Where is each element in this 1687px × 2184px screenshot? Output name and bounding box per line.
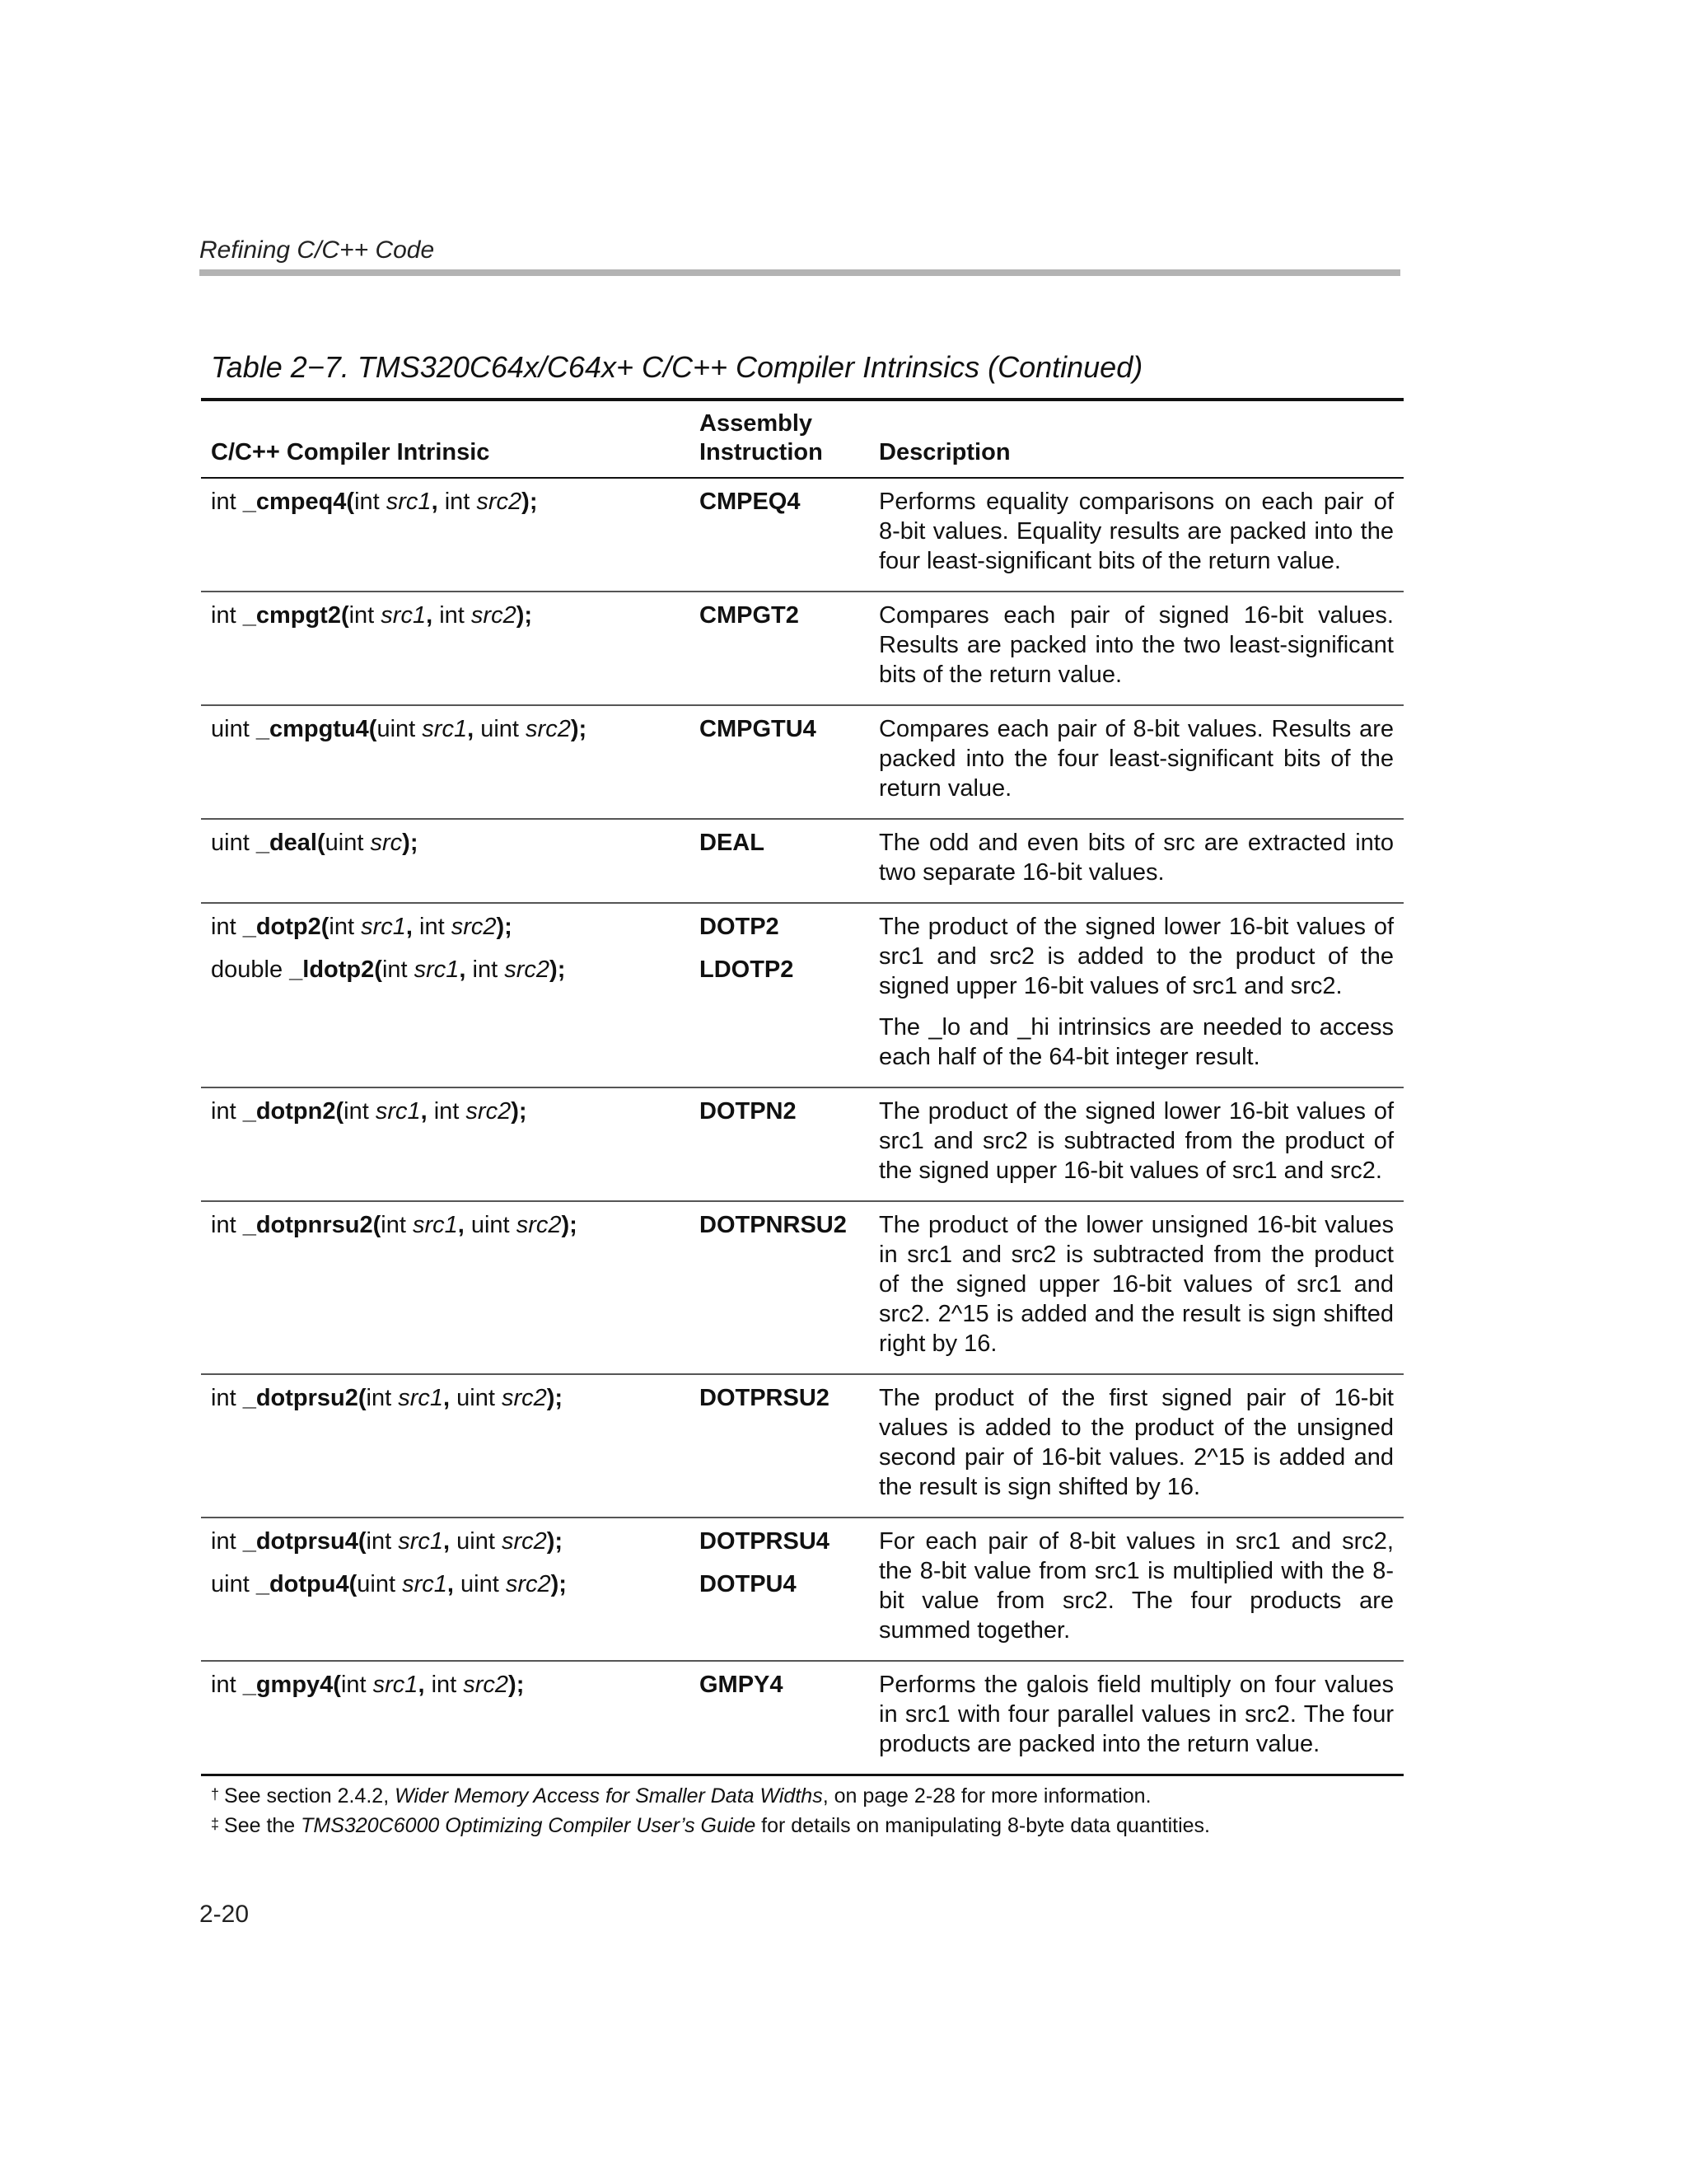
return-type: int: [211, 1385, 243, 1411]
return-type: double: [211, 956, 290, 983]
table-header-row: [201, 400, 1404, 478]
intrinsic-name: _dotprsu4(: [242, 1528, 367, 1555]
param-type: int: [444, 489, 477, 515]
table-row: [201, 705, 1404, 819]
intrinsic-name: _cmpeq4(: [242, 489, 355, 515]
table-row: [201, 1374, 1404, 1518]
return-type: uint: [211, 1571, 256, 1597]
param-name: src2: [505, 1571, 551, 1597]
param-name: src1: [375, 1098, 421, 1125]
param-type: int: [329, 914, 362, 940]
table-body: [201, 478, 1404, 1775]
param-name: src2: [463, 1672, 509, 1698]
return-type: int: [211, 1212, 243, 1238]
intrinsic-signature: [211, 912, 680, 942]
intrinsic-signature: [211, 1670, 680, 1700]
return-type: int: [211, 489, 243, 515]
signature-end: );: [570, 716, 587, 742]
intrinsic-signature: [211, 487, 680, 517]
signature-end: );: [521, 489, 538, 515]
intrinsic-cell: [201, 478, 689, 592]
signature-end: );: [546, 1385, 563, 1411]
param-name: src: [370, 830, 403, 856]
param-type: int: [340, 1672, 373, 1698]
param-separator: ,: [431, 489, 445, 515]
signature-end: );: [561, 1212, 577, 1238]
intrinsic-signature: [211, 828, 680, 858]
param-separator: ,: [405, 914, 420, 940]
param-name: src1: [398, 1528, 444, 1555]
param-type: int: [431, 1672, 464, 1698]
footnote: [211, 1782, 1210, 1812]
assembly-cell: [689, 1201, 869, 1374]
intrinsic-signature: [211, 1527, 680, 1556]
table-row: [201, 592, 1404, 705]
signature-end: );: [508, 1672, 525, 1698]
description-cell: [869, 478, 1404, 592]
param-separator: ,: [420, 1098, 434, 1125]
signature-end: );: [516, 602, 533, 629]
param-name: src2: [470, 602, 516, 629]
assembly-cell: [689, 903, 869, 1087]
param-name: src1: [412, 1212, 458, 1238]
assembly-instruction: DOTPRSU4: [699, 1528, 829, 1555]
intrinsic-cell: [201, 819, 689, 903]
param-name: src2: [516, 1212, 562, 1238]
intrinsic-name: _cmpgtu4(: [255, 716, 377, 742]
table-row: [201, 1661, 1404, 1775]
intrinsic-cell: [201, 1087, 689, 1201]
description-text: Compares each pair of 8-bit values. Results are packed into the four least-significant bits of the return value.: [879, 716, 1394, 802]
table-row: [201, 1518, 1404, 1661]
param-type: uint: [480, 716, 526, 742]
description-text: The odd and even bits of src are extracted into two separate 16-bit values.: [879, 830, 1394, 886]
signature-end: );: [402, 830, 418, 856]
param-type: uint: [376, 716, 423, 742]
assembly-instruction: CMPGT2: [699, 602, 799, 629]
intrinsic-cell: [201, 705, 689, 819]
param-separator: ,: [426, 602, 440, 629]
intrinsic-signature: [211, 714, 680, 744]
param-name: src2: [504, 956, 550, 983]
footnote-emphasis: TMS320C6000 Optimizing Compiler User’s Guide: [301, 1814, 756, 1837]
footnote-mark: ‡: [211, 1816, 220, 1832]
return-type: int: [211, 1672, 243, 1698]
description-cell: [869, 1201, 1404, 1374]
intrinsics-table-container: [201, 398, 1404, 1776]
intrinsic-signature: [211, 1097, 680, 1126]
description-cell: [869, 903, 1404, 1087]
param-name: src1: [414, 956, 460, 983]
assembly-cell: [689, 1661, 869, 1775]
intrinsic-name: _dotprsu2(: [242, 1385, 367, 1411]
param-separator: ,: [459, 956, 473, 983]
return-type: int: [211, 914, 243, 940]
assembly-instruction: LDOTP2: [699, 956, 794, 983]
intrinsic-cell: [201, 1374, 689, 1518]
description-text: Compares each pair of signed 16-bit values. Results are packed into the two least-significant bits of the return value.: [879, 602, 1394, 688]
header-assembly: [689, 400, 869, 478]
intrinsic-cell: [201, 1518, 689, 1661]
param-type: int: [348, 602, 381, 629]
param-name: src2: [501, 1528, 547, 1555]
assembly-instruction: DOTPN2: [699, 1098, 797, 1125]
table-row: [201, 1087, 1404, 1201]
intrinsic-name: _dotpnrsu2(: [242, 1212, 381, 1238]
return-type: int: [211, 1098, 243, 1125]
param-type: int: [354, 489, 386, 515]
assembly-instruction: DOTPU4: [699, 1571, 797, 1597]
return-type: uint: [211, 716, 256, 742]
footnote-text: See section 2.4.2,: [224, 1784, 395, 1808]
param-type: int: [366, 1528, 399, 1555]
signature-end: );: [496, 914, 512, 940]
return-type: int: [211, 1528, 243, 1555]
intrinsic-name: _dotpu4(: [255, 1571, 357, 1597]
param-name: src1: [386, 489, 432, 515]
description-cell: [869, 1661, 1404, 1775]
return-type: int: [211, 602, 243, 629]
param-type: int: [343, 1098, 376, 1125]
assembly-instruction: DOTP2: [699, 914, 779, 940]
intrinsic-signature: [211, 955, 680, 984]
param-name: src2: [526, 716, 571, 742]
intrinsic-cell: [201, 1661, 689, 1775]
param-separator: ,: [418, 1672, 432, 1698]
param-name: src2: [465, 1098, 512, 1125]
description-cell: [869, 1374, 1404, 1518]
param-type: int: [381, 1212, 413, 1238]
intrinsic-name: _ldotp2(: [289, 956, 382, 983]
footnote-text: for details on manipulating 8-byte data quantities.: [755, 1814, 1210, 1837]
assembly-instruction: CMPEQ4: [699, 489, 801, 515]
intrinsic-signature: [211, 1210, 680, 1240]
intrinsic-signature: [211, 1569, 680, 1599]
param-name: src2: [476, 489, 522, 515]
footnote-emphasis: Wider Memory Access for Smaller Data Widths: [395, 1784, 823, 1808]
footnote: [211, 1812, 1210, 1841]
footnotes: [211, 1782, 1210, 1841]
assembly-cell: [689, 705, 869, 819]
intrinsic-name: _dotpn2(: [242, 1098, 344, 1125]
intrinsics-table: [201, 398, 1404, 1776]
description-text: The _lo and _hi intrinsics are needed to access each half of the 64-bit integer result.: [879, 1014, 1394, 1070]
description-cell: [869, 1087, 1404, 1201]
assembly-cell: [689, 1374, 869, 1518]
table-row: [201, 1201, 1404, 1374]
footnote-text: See the: [224, 1814, 301, 1837]
param-separator: ,: [467, 716, 481, 742]
assembly-instruction: DOTPNRSU2: [699, 1212, 847, 1238]
description-text: The product of the signed lower 16-bit values of src1 and src2 is added to the product of the signed upper 16-bit values of src1 and src2.: [879, 914, 1394, 999]
description-text: Performs the galois field multiply on four values in src1 with four parallel values in src2. The four products are packed into the return value.: [879, 1672, 1394, 1757]
intrinsic-signature: [211, 601, 680, 630]
assembly-cell: [689, 819, 869, 903]
param-type: int: [381, 956, 414, 983]
intrinsic-name: _dotp2(: [242, 914, 329, 940]
footnote-text: , on page 2-28 for more information.: [822, 1784, 1152, 1808]
intrinsic-cell: [201, 1201, 689, 1374]
assembly-instruction: DEAL: [699, 830, 764, 856]
description-cell: [869, 705, 1404, 819]
param-name: src1: [422, 716, 468, 742]
running-head: Refining C/C++ Code: [199, 236, 435, 264]
assembly-instruction: GMPY4: [699, 1672, 783, 1698]
intrinsic-signature: [211, 1383, 680, 1413]
table-row: [201, 819, 1404, 903]
assembly-instruction: CMPGTU4: [699, 716, 816, 742]
header-description: Description: [879, 439, 1011, 465]
signature-end: );: [511, 1098, 527, 1125]
param-name: src2: [501, 1385, 547, 1411]
assembly-cell: [689, 478, 869, 592]
header-assembly-line1: Assembly: [699, 410, 813, 437]
param-type: int: [433, 1098, 466, 1125]
header-intrinsic: C/C++ Compiler Intrinsic: [211, 439, 490, 465]
assembly-cell: [689, 1518, 869, 1661]
description-text: The product of the first signed pair of 16-bit values is added to the product of the unsigned second pair of 16-bit values. 2^15 is added and the result is sign shifted by 16.: [879, 1385, 1394, 1500]
intrinsic-name: _cmpgt2(: [242, 602, 349, 629]
param-type: uint: [456, 1528, 502, 1555]
description-text: Performs equality comparisons on each pair of 8-bit values. Equality results are packed into the four least-significant bits of the return value.: [879, 489, 1394, 574]
intrinsic-cell: [201, 592, 689, 705]
intrinsic-cell: [201, 903, 689, 1087]
assembly-cell: [689, 592, 869, 705]
page-number: 2-20: [199, 1901, 250, 1928]
assembly-instruction: DOTPRSU2: [699, 1385, 829, 1411]
signature-end: );: [546, 1528, 563, 1555]
description-text: For each pair of 8-bit values in src1 and src2, the 8-bit value from src1 is multiplied with the 8-bit value from src2. The four products are summed together.: [879, 1528, 1394, 1644]
description-cell: [869, 819, 1404, 903]
param-type: int: [439, 602, 471, 629]
description-cell: [869, 592, 1404, 705]
param-name: src1: [381, 602, 427, 629]
param-type: uint: [357, 1571, 403, 1597]
assembly-cell: [689, 1087, 869, 1201]
table-row: [201, 903, 1404, 1087]
signature-end: );: [550, 1571, 567, 1597]
param-name: src1: [398, 1385, 444, 1411]
table-title: Table 2−7. TMS320C64x/C64x+ C/C++ Compiler Intrinsics (Continued): [211, 350, 1143, 384]
description-text: The product of the lower unsigned 16-bit values in src1 and src2 is subtracted from the product of the signed upper 16-bit values of src1 and src2. 2^15 is added and the result is sign shifted right by 16.: [879, 1212, 1394, 1357]
param-type: uint: [460, 1571, 506, 1597]
param-type: int: [419, 914, 451, 940]
param-type: uint: [470, 1212, 516, 1238]
param-type: uint: [325, 830, 371, 856]
intrinsic-name: _gmpy4(: [242, 1672, 341, 1698]
param-type: int: [472, 956, 505, 983]
signature-end: );: [549, 956, 566, 983]
intrinsic-name: _deal(: [255, 830, 325, 856]
header-rule: [199, 269, 1400, 276]
param-separator: ,: [443, 1385, 457, 1411]
param-name: src1: [361, 914, 406, 940]
return-type: uint: [211, 830, 256, 856]
header-assembly-line2: Instruction: [699, 439, 823, 465]
description-text: The product of the signed lower 16-bit values of src1 and src2 is subtracted from the product of the signed upper 16-bit values of src1 and src2.: [879, 1098, 1394, 1184]
param-type: int: [366, 1385, 399, 1411]
param-name: src1: [402, 1571, 447, 1597]
table-row: [201, 478, 1404, 592]
param-name: src1: [372, 1672, 418, 1698]
param-separator: ,: [443, 1528, 457, 1555]
param-name: src2: [451, 914, 497, 940]
param-separator: ,: [446, 1571, 461, 1597]
param-separator: ,: [457, 1212, 471, 1238]
description-cell: [869, 1518, 1404, 1661]
footnote-mark: †: [211, 1786, 220, 1803]
param-type: uint: [456, 1385, 502, 1411]
